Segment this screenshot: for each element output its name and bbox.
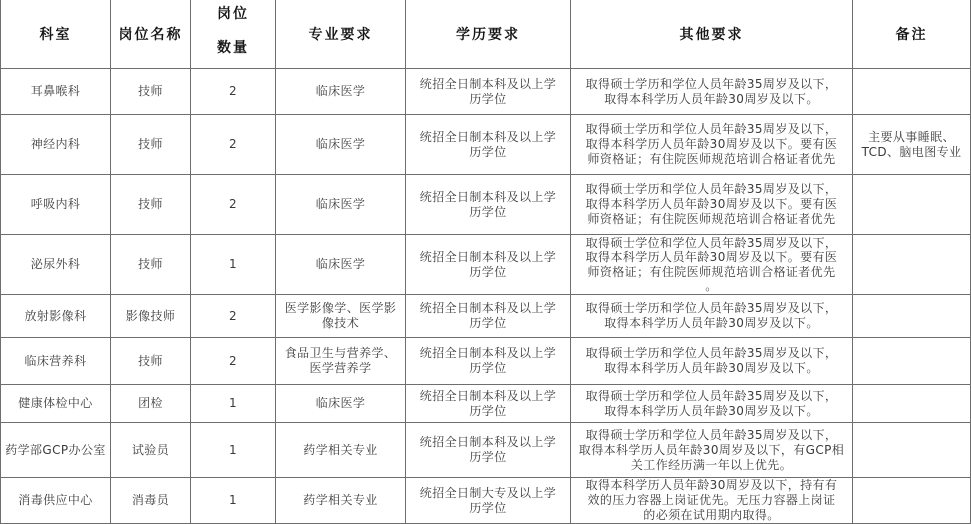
position-name-cell: 试验员 [111,423,191,478]
table-row [1,115,971,175]
major-requirement-cell: 药学相关专业 [276,423,406,478]
position-name-cell: 技师 [111,235,191,295]
major-requirement-cell: 临床医学 [276,115,406,175]
major-requirement-cell: 医学影像学、医学影 像技术 [276,295,406,338]
header-major-requirement: 专业要求 [276,0,406,69]
header-other-requirement: 其他要求 [571,0,853,69]
other-requirement-cell: 取得硕士学历和学位人员年龄35周岁及以下， 取得本科学历人员年龄30周岁及以下。 [571,295,853,338]
position-count-cell: 2 [191,338,276,385]
remarks-cell [853,235,971,295]
department-cell: 泌尿外科 [1,235,111,295]
department-cell: 消毒供应中心 [1,478,111,524]
position-name-cell: 技师 [111,115,191,175]
position-count-cell: 2 [191,175,276,235]
major-requirement-cell: 临床医学 [276,175,406,235]
remarks-cell: 主要从事睡眠、 TCD、脑电图专业 [853,115,971,175]
education-requirement-cell: 统招全日制本科及以上学 历学位 [406,235,571,295]
position-count-cell: 1 [191,478,276,524]
table-row [1,175,971,235]
position-name-cell: 团检 [111,385,191,423]
table-row [1,423,971,478]
position-count-cell: 2 [191,115,276,175]
header-position-count-label: 岗位 数量 [217,6,249,56]
header-education-requirement: 学历要求 [406,0,571,69]
other-requirement-cell: 取得硕士学历和学位人员年龄35周岁及以下， 取得本科学历人员年龄30周岁及以下。 [571,69,853,115]
position-count-cell: 1 [191,423,276,478]
remarks-cell [853,69,971,115]
header-position-count [191,0,276,69]
other-requirement-cell: 取得硕士学历和学位人员年龄35周岁及以下， 取得本科学历人员年龄30周岁及以下。 [571,338,853,385]
position-count-cell: 2 [191,69,276,115]
department-cell: 放射影像科 [1,295,111,338]
remarks-cell [853,338,971,385]
other-requirement-cell: 取得硕士学位和学位人员年龄35周岁及以下， 取得本科学历人员年龄30周岁及以下。要有医 师资格证；有住院医师规范培训合格证者优先 。 [571,235,853,295]
department-cell: 临床营养科 [1,338,111,385]
other-requirement-cell: 取得本科学历人员年龄30周岁及以下，持有有 效的压力容器上岗证优先。无压力容器上岗证 的必须在试用期内取得。 [571,478,853,524]
major-requirement-cell: 食品卫生与营养学、 医学营养学 [276,338,406,385]
education-requirement-cell: 统招全日制本科及以上学 历学位 [406,295,571,338]
header-remarks: 备注 [853,0,971,69]
major-requirement-cell: 临床医学 [276,69,406,115]
other-requirement-cell: 取得硕士学历和学位人员年龄35周岁及以下， 取得本科学历人员年龄30周岁及以下。要有医 师资格证；有住院医师规范培训合格证者优先 [571,175,853,235]
position-count-cell: 2 [191,295,276,338]
table-row [1,295,971,338]
education-requirement-cell: 统招全日制本科及以上学 历学位 [406,115,571,175]
major-requirement-cell: 临床医学 [276,235,406,295]
position-name-cell: 技师 [111,338,191,385]
education-requirement-cell: 统招全日制本科及以上学 历学位 [406,423,571,478]
position-name-cell: 技师 [111,175,191,235]
other-requirement-cell: 取得硕士学历和学位人员年龄35周岁及以下， 取得本科学历人员年龄30周岁及以下。 [571,385,853,423]
position-name-cell: 影像技师 [111,295,191,338]
position-name-cell: 技师 [111,69,191,115]
department-cell: 神经内科 [1,115,111,175]
department-cell: 呼吸内科 [1,175,111,235]
department-cell: 耳鼻喉科 [1,69,111,115]
table-row [1,338,971,385]
position-count-cell: 1 [191,385,276,423]
position-name-cell: 消毒员 [111,478,191,524]
education-requirement-cell: 统招全日制本科及以上学 历学位 [406,175,571,235]
department-cell: 药学部GCP办公室 [1,423,111,478]
position-count-cell: 1 [191,235,276,295]
table-row [1,385,971,423]
table-row [1,235,971,295]
remarks-cell [853,385,971,423]
header-position-name: 岗位名称 [111,0,191,69]
table-row [1,69,971,115]
remarks-cell [853,295,971,338]
major-requirement-cell: 药学相关专业 [276,478,406,524]
table-header-row [1,0,971,69]
header-department: 科室 [1,0,111,69]
education-requirement-cell: 统招全日制本科及以上学 历学位 [406,69,571,115]
table-row [1,478,971,524]
education-requirement-cell: 统招全日制大专及以上学 历学位 [406,478,571,524]
major-requirement-cell: 临床医学 [276,385,406,423]
education-requirement-cell: 统招全日制本科及以上学 历学位 [406,385,571,423]
remarks-cell [853,423,971,478]
remarks-cell [853,478,971,524]
remarks-cell [853,175,971,235]
other-requirement-cell: 取得硕士学历和学位人员年龄35周岁及以下， 取得本科学历人员年龄30周岁及以下。要有医 师资格证；有住院医师规范培训合格证者优先 [571,115,853,175]
education-requirement-cell: 统招全日制本科及以上学 历学位 [406,338,571,385]
other-requirement-cell: 取得硕士学历和学位人员年龄35周岁及以下， 取得本科学历人员年龄30周岁及以下，有GCP相 关工作经历满一年以上优先。 [571,423,853,478]
department-cell: 健康体检中心 [1,385,111,423]
